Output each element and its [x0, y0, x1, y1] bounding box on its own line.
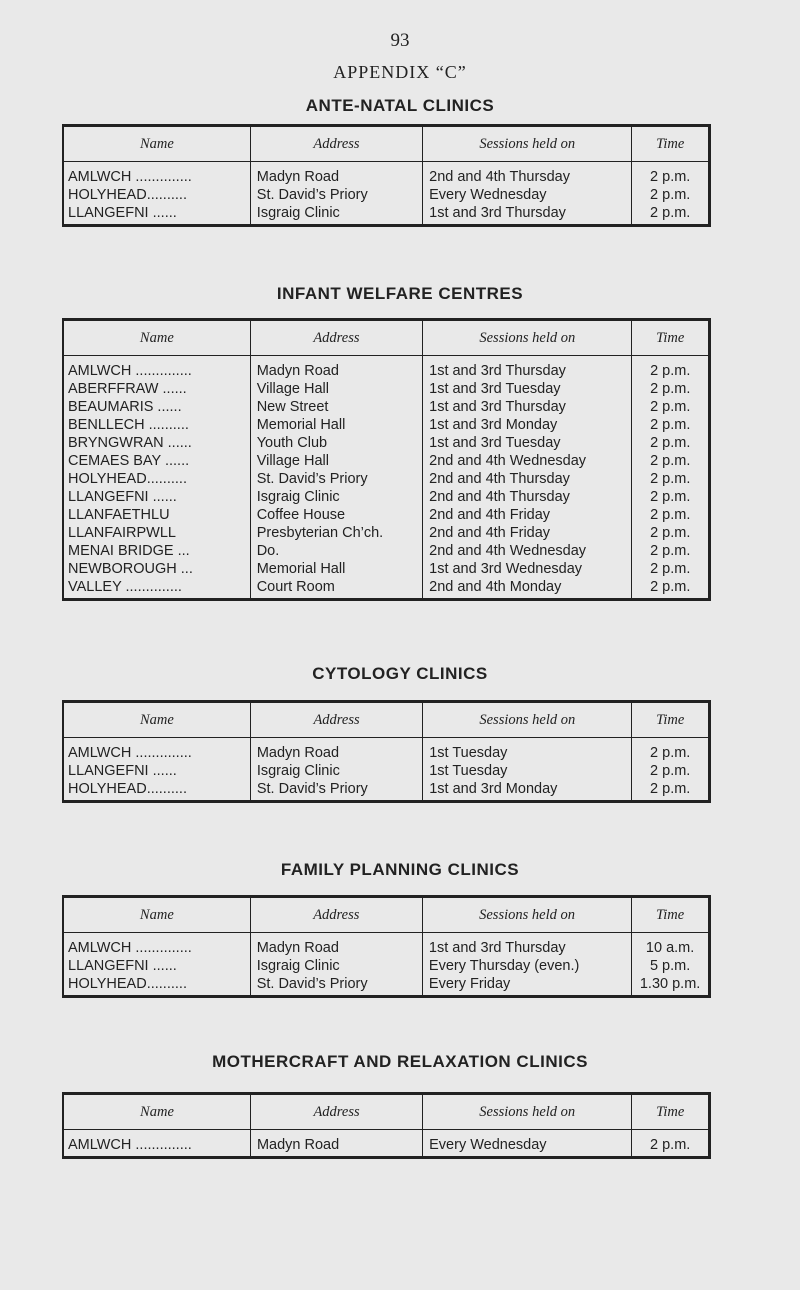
address-cell: Coffee House [250, 506, 422, 524]
time-cell: 2 p.m. [650, 169, 691, 185]
clinic-name-cell: ABERFFRAW ...... [63, 380, 250, 398]
address-cell: Isgraig Clinic [250, 204, 422, 226]
clinic-name-cell: CEMAES BAY ...... [63, 452, 250, 470]
address-cell: St. David’s Priory [250, 780, 422, 802]
column-header-time: Time [632, 897, 710, 933]
appendix-title: APPENDIX “C” [333, 62, 467, 82]
sessions-cell: Every Wednesday [423, 1130, 632, 1158]
section-title: CYTOLOGY CLINICS [312, 664, 488, 683]
address-cell: Youth Club [250, 434, 422, 452]
clinic-name-cell: MENAI BRIDGE ... [63, 542, 250, 560]
time-cell: 5 p.m. [649, 958, 691, 974]
column-header-time: Time [632, 320, 710, 356]
table-row [63, 578, 710, 600]
time-cell: 1.30 p.m. [639, 976, 701, 992]
clinics-table [62, 124, 711, 227]
column-header-name: Name [63, 320, 250, 356]
header-row [63, 320, 710, 356]
sessions-cell: 1st and 3rd Thursday [423, 398, 632, 416]
clinic-name-cell: HOLYHEAD.......... [63, 975, 250, 997]
clinic-name-cell: AMLWCH .............. [63, 356, 250, 381]
column-header-sessions: Sessions held on [423, 702, 632, 738]
address-cell: Do. [250, 542, 422, 560]
address-cell: Isgraig Clinic [250, 957, 422, 975]
sessions-cell: Every Thursday (even.) [422, 957, 631, 975]
time-cell: 2 p.m. [650, 471, 691, 487]
page-number: 93 [390, 30, 410, 51]
table-row [63, 470, 710, 488]
clinic-name-cell: AMLWCH .............. [63, 738, 250, 763]
clinic-name-cell: LLANGEFNI ...... [63, 957, 250, 975]
sessions-cell: 1st and 3rd Thursday [422, 933, 631, 958]
time-cell: 2 p.m. [650, 579, 691, 595]
column-header-sessions: Sessions held on [422, 897, 631, 933]
table-row [63, 762, 710, 780]
table-row [63, 416, 710, 434]
address-cell: St. David’s Priory [250, 470, 422, 488]
sessions-cell: 2nd and 4th Wednesday [423, 542, 632, 560]
column-header-sessions: Sessions held on [423, 126, 632, 162]
section-title: FAMILY PLANNING CLINICS [280, 860, 520, 879]
sessions-cell: 2nd and 4th Friday [423, 524, 632, 542]
time-cell: 2 p.m. [650, 187, 691, 203]
sessions-cell: 1st and 3rd Thursday [423, 204, 632, 226]
column-header-name: Name [63, 1094, 250, 1130]
clinic-name-cell: VALLEY .............. [63, 578, 250, 600]
table-row [63, 162, 710, 187]
table-row [63, 398, 710, 416]
address-cell: Presbyterian Ch’ch. [250, 524, 422, 542]
address-cell: Court Room [250, 578, 422, 600]
clinic-name-cell: LLANGEFNI ...... [63, 488, 250, 506]
table-row [63, 204, 710, 226]
table-row [63, 933, 710, 958]
address-cell: St. David’s Priory [250, 975, 422, 997]
clinic-name-cell: NEWBOROUGH ... [63, 560, 250, 578]
table-row [63, 560, 710, 578]
header-row [63, 1094, 710, 1130]
clinic-name-cell: BENLLECH .......... [63, 416, 250, 434]
clinic-name-cell: LLANFAETHLU [63, 506, 250, 524]
table-row [63, 380, 710, 398]
column-header-sessions: Sessions held on [423, 320, 632, 356]
table-row [63, 506, 710, 524]
clinic-name-cell: LLANGEFNI ...... [63, 204, 250, 226]
time-cell: 2 p.m. [650, 525, 691, 541]
time-cell: 2 p.m. [650, 399, 691, 415]
sessions-cell: 1st Tuesday [423, 738, 632, 763]
address-cell: St. David’s Priory [250, 186, 422, 204]
sessions-cell: 2nd and 4th Thursday [423, 488, 632, 506]
column-header-sessions: Sessions held on [423, 1094, 632, 1130]
table-row [63, 542, 710, 560]
column-header-name: Name [63, 126, 250, 162]
table-row [63, 780, 710, 802]
address-cell: Madyn Road [250, 1130, 422, 1158]
sessions-cell: 1st and 3rd Tuesday [423, 380, 632, 398]
time-cell: 2 p.m. [650, 763, 691, 779]
header-row [63, 702, 710, 738]
clinic-name-cell: HOLYHEAD.......... [63, 186, 250, 204]
time-cell: 2 p.m. [650, 453, 691, 469]
column-header-name: Name [63, 702, 250, 738]
table-row [63, 452, 710, 470]
address-cell: Madyn Road [250, 356, 422, 381]
time-cell: 2 p.m. [650, 507, 691, 523]
sessions-cell: 1st Tuesday [423, 762, 632, 780]
table-row [63, 975, 710, 997]
sessions-cell: 2nd and 4th Thursday [423, 162, 632, 187]
time-cell: 2 p.m. [650, 1137, 691, 1153]
column-header-time: Time [632, 126, 710, 162]
time-cell: 2 p.m. [650, 781, 691, 797]
table-row [63, 356, 710, 381]
address-cell: Memorial Hall [250, 416, 422, 434]
section-title: MOTHERCRAFT AND RELAXATION CLINICS [212, 1052, 588, 1071]
column-header-address: Address [250, 897, 422, 933]
sessions-cell: Every Wednesday [423, 186, 632, 204]
section-title: ANTE-NATAL CLINICS [305, 96, 495, 115]
column-header-address: Address [250, 126, 422, 162]
table-row [63, 186, 710, 204]
time-cell: 2 p.m. [650, 561, 691, 577]
clinics-table [62, 1092, 711, 1159]
clinic-name-cell: LLANFAIRPWLL [63, 524, 250, 542]
header-row [63, 897, 710, 933]
address-cell: Isgraig Clinic [250, 762, 422, 780]
address-cell: Village Hall [250, 380, 422, 398]
table-row [63, 524, 710, 542]
clinic-name-cell: HOLYHEAD.......... [63, 470, 250, 488]
address-cell: Madyn Road [250, 162, 422, 187]
column-header-address: Address [250, 702, 422, 738]
address-cell: New Street [250, 398, 422, 416]
sessions-cell: 2nd and 4th Thursday [423, 470, 632, 488]
time-cell: 2 p.m. [650, 417, 691, 433]
clinic-name-cell: AMLWCH .............. [63, 162, 250, 187]
table-row [63, 738, 710, 763]
address-cell: Madyn Road [250, 933, 422, 958]
sessions-cell: 1st and 3rd Monday [423, 780, 632, 802]
table-row [63, 957, 710, 975]
address-cell: Village Hall [250, 452, 422, 470]
clinics-table [62, 895, 711, 998]
clinic-name-cell: LLANGEFNI ...... [63, 762, 250, 780]
time-cell: 2 p.m. [650, 205, 691, 221]
clinics-table [62, 318, 711, 601]
address-cell: Memorial Hall [250, 560, 422, 578]
table-row [63, 488, 710, 506]
sessions-cell: 1st and 3rd Wednesday [423, 560, 632, 578]
header-row [63, 126, 710, 162]
clinic-name-cell: BRYNGWRAN ...... [63, 434, 250, 452]
time-cell: 2 p.m. [650, 435, 691, 451]
column-header-address: Address [250, 1094, 422, 1130]
sessions-cell: 2nd and 4th Friday [423, 506, 632, 524]
column-header-address: Address [250, 320, 422, 356]
column-header-time: Time [632, 1094, 710, 1130]
column-header-time: Time [632, 702, 710, 738]
clinics-table [62, 700, 711, 803]
time-cell: 10 a.m. [645, 940, 695, 956]
column-header-name: Name [63, 897, 250, 933]
section-title: INFANT WELFARE CENTRES [276, 284, 524, 303]
clinic-name-cell: BEAUMARIS ...... [63, 398, 250, 416]
sessions-cell: 1st and 3rd Monday [423, 416, 632, 434]
sessions-cell: 2nd and 4th Monday [423, 578, 632, 600]
address-cell: Isgraig Clinic [250, 488, 422, 506]
time-cell: 2 p.m. [650, 745, 691, 761]
sessions-cell: 1st and 3rd Thursday [423, 356, 632, 381]
clinic-name-cell: AMLWCH .............. [63, 933, 250, 958]
time-cell: 2 p.m. [650, 363, 691, 379]
table-row [63, 434, 710, 452]
time-cell: 2 p.m. [650, 381, 691, 397]
sessions-cell: Every Friday [422, 975, 631, 997]
clinic-name-cell: AMLWCH .............. [63, 1130, 250, 1158]
clinic-name-cell: HOLYHEAD.......... [63, 780, 250, 802]
address-cell: Madyn Road [250, 738, 422, 763]
sessions-cell: 1st and 3rd Tuesday [423, 434, 632, 452]
time-cell: 2 p.m. [650, 489, 691, 505]
table-row [63, 1130, 710, 1158]
time-cell: 2 p.m. [650, 543, 691, 559]
sessions-cell: 2nd and 4th Wednesday [423, 452, 632, 470]
